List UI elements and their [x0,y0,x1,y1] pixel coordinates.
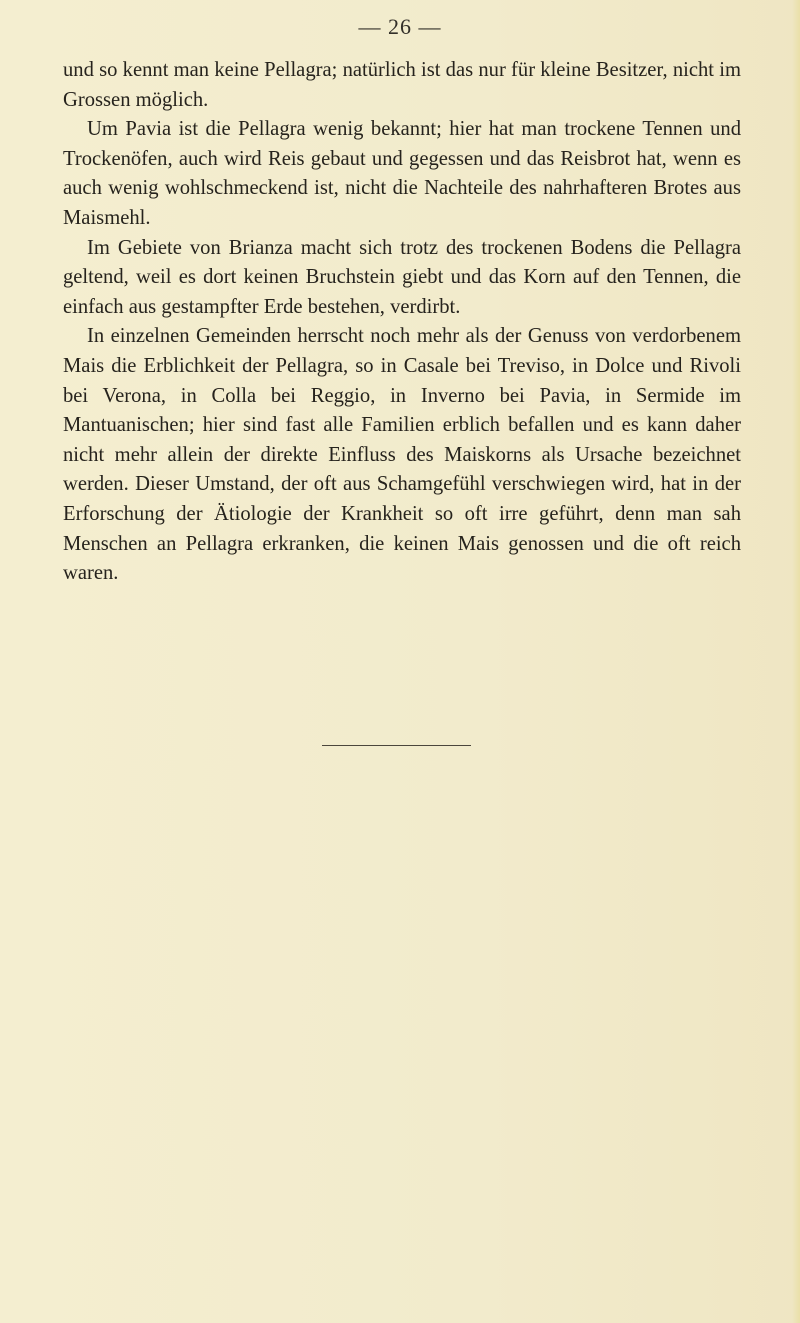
page-edge [792,0,800,1323]
section-divider [322,745,471,746]
body-text [63,56,741,589]
paragraph-2: Um Pavia ist die Pellagra wenig bekannt; hier hat man trockene Tennen und Trockenöfen, auch wird Reis gebaut und gegessen und das Reisbrot hat, wenn es auch wenig wohlschmeckend ist, nicht die Nachteile des nahrhafteren Brotes aus Maismehl. [63,118,741,229]
paragraph-1: und so kennt man keine Pellagra; natürlich ist das nur für kleine Besitzer, nicht im Grossen möglich. [63,59,741,111]
paragraph-3: Im Gebiete von Brianza macht sich trotz des trockenen Bodens die Pellagra geltend, weil es dort keinen Bruchstein giebt und das Korn auf den Tennen, die einfach aus gestampfter Erde bestehen, verdirbt. [63,236,741,318]
paragraph-4: In einzelnen Gemeinden herrscht noch mehr als der Genuss von verdorbenem Mais die Erblichkeit der Pellagra, so in Casale bei Treviso, in Dolce und Rivoli bei Verona, in Colla bei Reggio, in Inverno bei Pavia, in Sermide im Mantuanischen; hier sind fast alle Familien erblich befallen und es kann daher nicht mehr allein der direkte Einfluss des Maiskorns als Ursache bezeichnet werden. Dieser Umstand, der oft aus Schamgefühl verschwiegen wird, hat in der Erforschung der Ätiologie der Krankheit so oft irre geführt, denn man sah Menschen an Pellagra erkranken, die keinen Mais genossen und die oft reich waren. [63,325,741,585]
page-number: — 26 — [358,14,442,39]
